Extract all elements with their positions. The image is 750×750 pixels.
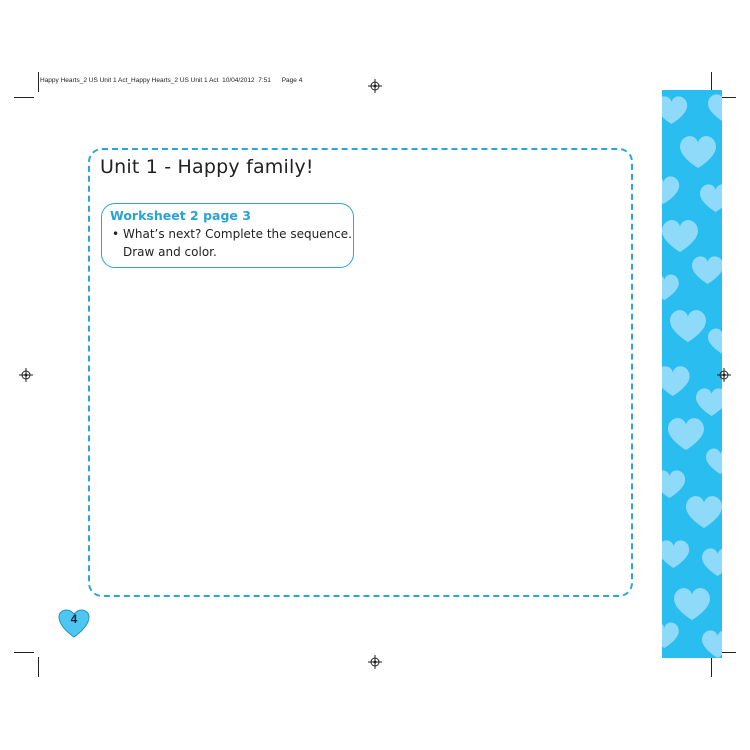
instruction-heading: Worksheet 2 page 3 [110,208,251,223]
crop-mark [14,97,34,98]
instruction-line-1: What’s next? Complete the sequence. [123,227,352,241]
crop-mark [14,652,34,653]
crosshair-icon [368,655,382,669]
heart-pattern-strip [662,90,722,658]
bullet-marker: • [112,227,120,241]
print-slug: Happy Hearts_2 US Unit 1 Act_Happy Hearts_2 US Unit 1 Act 10/04/2012 7:51 Page 4 [40,77,303,84]
instruction-box [101,203,354,268]
instruction-line-2: Draw and color. [123,245,217,259]
crop-mark [711,657,712,677]
crop-mark [711,72,712,92]
crosshair-icon [717,368,731,382]
crosshair-icon [19,368,33,382]
heart-pattern [662,90,722,658]
page-title: Unit 1 - Happy family! [100,156,314,178]
page-number: 4 [70,612,78,626]
crosshair-icon [368,79,382,93]
crop-mark [38,72,39,92]
crop-mark [38,657,39,677]
